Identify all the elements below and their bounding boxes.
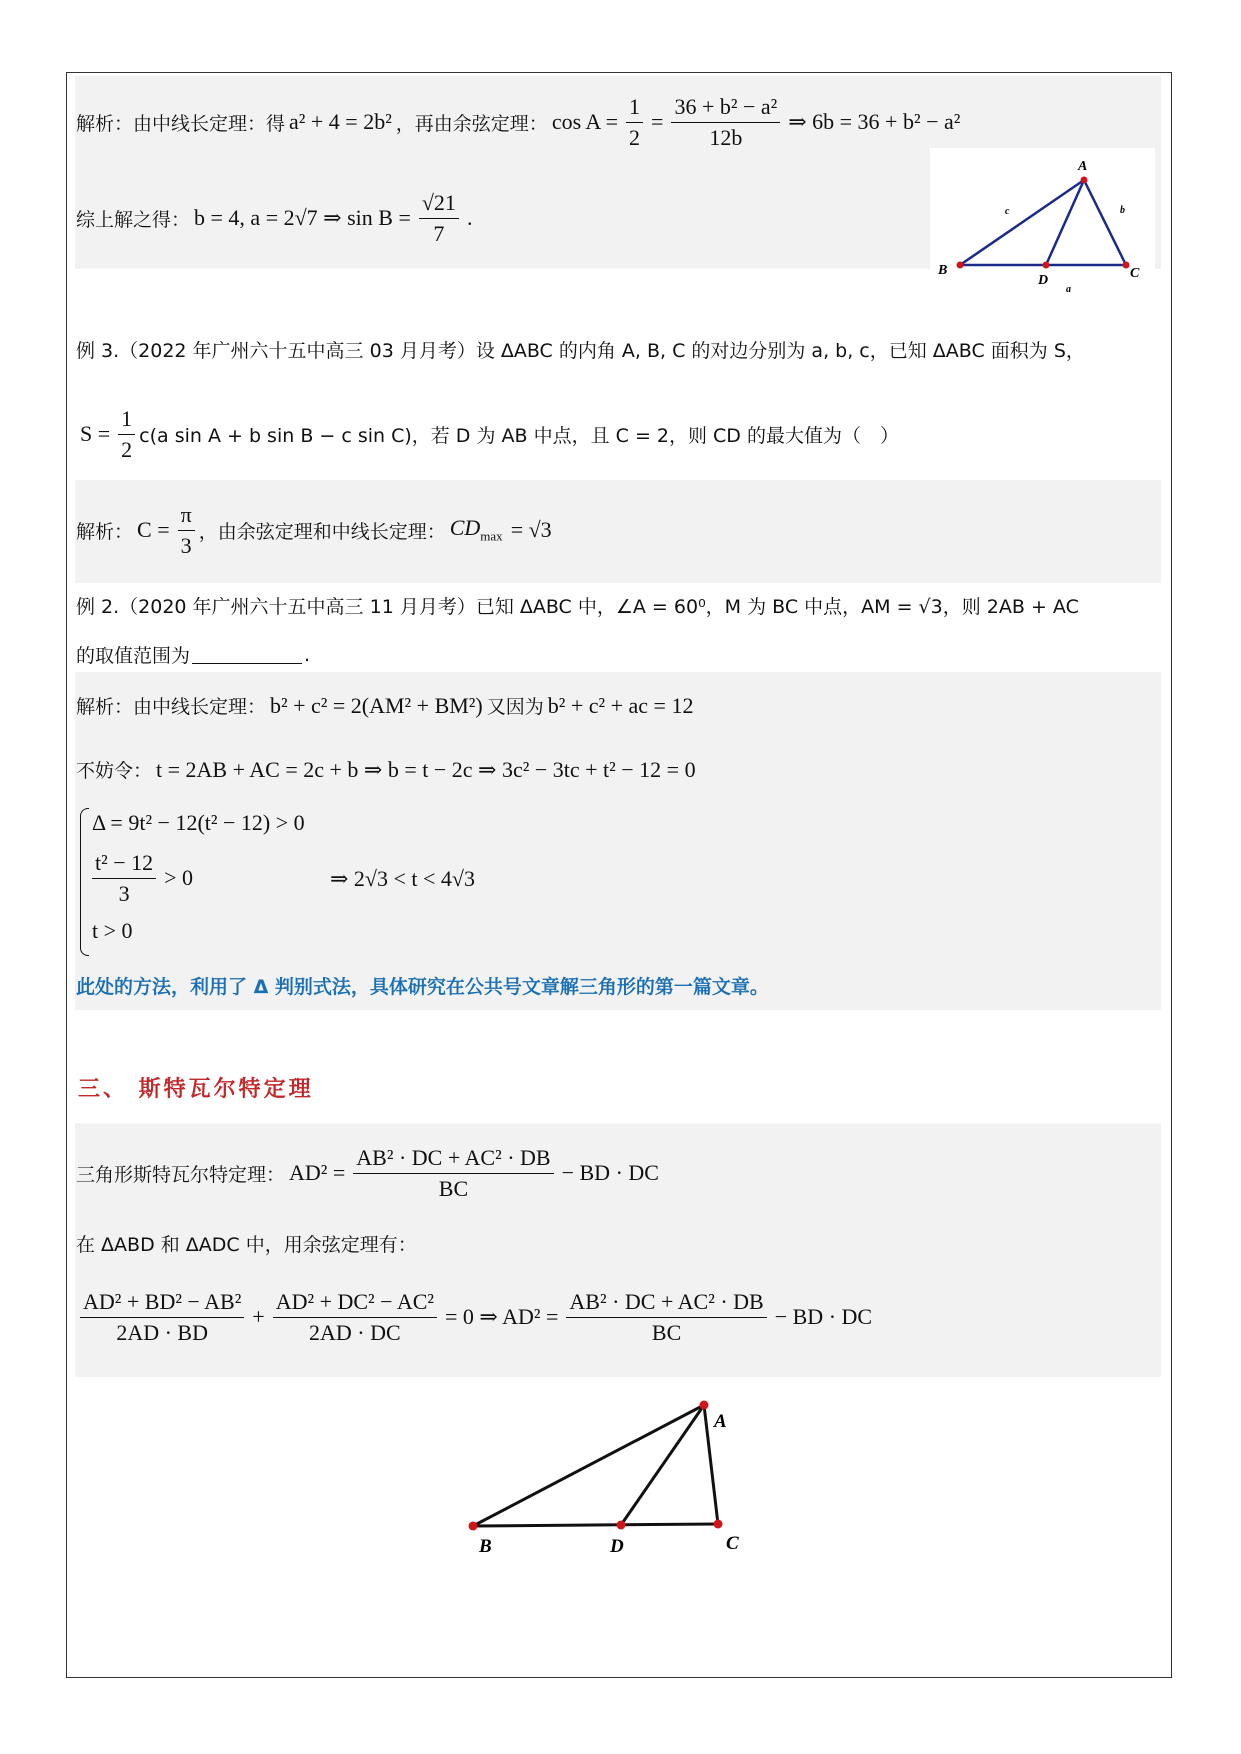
period: . [304, 643, 311, 666]
system-row-2 [88, 848, 197, 908]
numerator: t² − 12 [92, 848, 156, 879]
equation: = 0 ⇒ AD² = [445, 1304, 559, 1330]
fraction [273, 1287, 437, 1347]
equation: > 0 [164, 865, 194, 891]
equation: ⇒ 2√3 < t < 4√3 [330, 866, 476, 891]
equation: Δ = 9t² − 12(t² − 12) > 0 [92, 810, 305, 835]
text: 又因为 [486, 696, 544, 718]
fraction [626, 92, 643, 152]
equals: = [651, 109, 664, 135]
solution-1-line-1 [76, 92, 964, 152]
denominator: 2AD · BD [116, 1319, 208, 1345]
note-text: 此处的方法，利用了 Δ 判别式法，具体研究在公共号文章解三角形的第一篇文章。 [76, 976, 769, 998]
example-2-text: 例 2.（2020 年广州六十五中高三 11 月月考）已知 ΔABC 中，∠A = 60⁰，M 为 BC 中点，AM = √3，则 2AB + AC [76, 596, 1079, 618]
fraction [118, 404, 135, 464]
equation: cos A = [551, 109, 619, 135]
point-c [1123, 262, 1130, 269]
denominator: 2 [629, 124, 641, 150]
system-result [326, 866, 479, 892]
label-b: B [479, 1536, 492, 1557]
section-title: 三、 斯特瓦尔特定理 [78, 1077, 314, 1102]
numerator: 36 + b² − a² [671, 92, 780, 123]
solution-2-line [76, 500, 556, 560]
stewart-derivation [76, 1287, 876, 1347]
label-a: A [714, 1411, 727, 1432]
numerator: AD² + DC² − AC² [273, 1287, 437, 1318]
equation: b² + c² + ac = 12 [547, 692, 694, 718]
point-b [957, 262, 964, 269]
label-b: B [938, 263, 948, 278]
label-c: C [1130, 266, 1140, 281]
text: ，再由余弦定理： [395, 112, 548, 135]
label-side-c: c [1005, 206, 1010, 217]
point-a [1081, 177, 1088, 184]
denominator: 3 [118, 880, 130, 906]
fraction [353, 1143, 553, 1203]
equation: C = [137, 517, 170, 543]
example-2-line-2 [76, 641, 310, 668]
denominator: 3 [180, 532, 192, 558]
system-row-3 [88, 918, 137, 944]
equation: b² + c² = 2(AM² + BM²) [270, 692, 483, 718]
denominator: BC [651, 1319, 682, 1345]
cd: CD [449, 515, 481, 541]
example-3-line-2 [76, 404, 899, 464]
triangle-figure-1 [930, 148, 1155, 296]
equation: AD² = [289, 1160, 346, 1186]
text: 三角形斯特瓦尔特定理： [76, 1163, 286, 1186]
example-3-line-1 [76, 336, 1085, 363]
label-side-b: b [1120, 205, 1125, 216]
label-d: D [1038, 273, 1049, 288]
point-a [700, 1401, 709, 1410]
numerator: AB² · DC + AC² · DB [353, 1143, 553, 1174]
text: ，由余弦定理和中线长定理： [198, 520, 446, 543]
example-3-text: c(a sin A + b sin B − c sin C)，若 D 为 AB 中点，且 C = 2，则 CD 的最大值为（ ） [139, 424, 899, 447]
fraction [80, 1287, 244, 1347]
solution-box-3 [75, 672, 1161, 1010]
solution-label: 解析： [76, 520, 134, 543]
equation: a² + 4 = 2b² [289, 109, 392, 135]
equation: S = [80, 421, 111, 447]
answer-blank[interactable] [192, 645, 302, 664]
equation: t = 2AB + AC = 2c + b ⇒ b = t − 2c ⇒ 3c² − 3tc + t² − 12 = 0 [156, 756, 696, 782]
text: 在 ΔABD 和 ΔADC 中，用余弦定理有： [76, 1234, 417, 1256]
equation: = √3 [510, 517, 552, 543]
equation: b = 4, a = 2√7 ⇒ sin B = [194, 205, 411, 231]
segment-ab [473, 1405, 704, 1526]
denominator: 2 [121, 436, 133, 462]
point-d [617, 1521, 626, 1530]
point-b [469, 1522, 478, 1531]
point-d [1043, 262, 1050, 269]
label-a: A [1078, 159, 1088, 174]
stewart-theorem-line [76, 1143, 663, 1203]
numerator: AB² · DC + AC² · DB [566, 1287, 766, 1318]
equation: − BD · DC [774, 1304, 873, 1330]
cd-symbol [450, 515, 503, 544]
triangle-figure-2 [450, 1395, 770, 1575]
example-3-text: 例 3.（2022 年广州六十五中高三 03 月月考）设 ΔABC 的内角 A, B, C 的对边分别为 a, b, c，已知 ΔABC 面积为 S， [76, 340, 1085, 362]
segment-ad [621, 1405, 704, 1525]
denominator: 2AD · DC [309, 1319, 401, 1345]
numerator: AD² + BD² − AB² [80, 1287, 244, 1318]
solution-3-note [76, 972, 769, 999]
numerator: 1 [626, 92, 643, 123]
fraction [178, 500, 195, 560]
fraction [566, 1287, 766, 1347]
denominator: 7 [433, 220, 445, 246]
label-side-a: a [1066, 284, 1071, 295]
equation: t > 0 [92, 918, 133, 943]
label-d: D [610, 1536, 624, 1557]
solution-label: 解析：由中线长定理：得 [76, 112, 286, 135]
numerator: 1 [118, 404, 135, 435]
system-row-1 [88, 810, 309, 836]
cd-subscript: max [480, 528, 503, 544]
stewart-line-2 [76, 1230, 417, 1257]
label-c: C [726, 1533, 739, 1554]
example-2-line-1 [76, 592, 1079, 619]
denominator: 12b [709, 124, 743, 150]
solution-3-line-1 [76, 692, 697, 719]
fraction [419, 188, 459, 248]
plus: + [252, 1304, 265, 1330]
point-c [714, 1520, 723, 1529]
denominator: BC [438, 1175, 469, 1201]
text: 综上解之得： [76, 208, 191, 231]
solution-label: 解析：由中线长定理： [76, 696, 267, 718]
example-2-text: 的取值范围为 [76, 645, 191, 667]
numerator: √21 [419, 188, 459, 219]
text: 不妨令： [76, 760, 153, 782]
segment-bc [473, 1524, 718, 1526]
section-heading [78, 1072, 314, 1103]
numerator: π [178, 500, 195, 531]
fraction [671, 92, 780, 152]
equation: − BD · DC [561, 1160, 659, 1186]
solution-3-line-2 [76, 756, 700, 783]
fraction [92, 848, 156, 908]
period: . [466, 205, 473, 231]
solution-1-line-2 [76, 188, 476, 248]
equation: ⇒ 6b = 36 + b² − a² [788, 109, 961, 135]
